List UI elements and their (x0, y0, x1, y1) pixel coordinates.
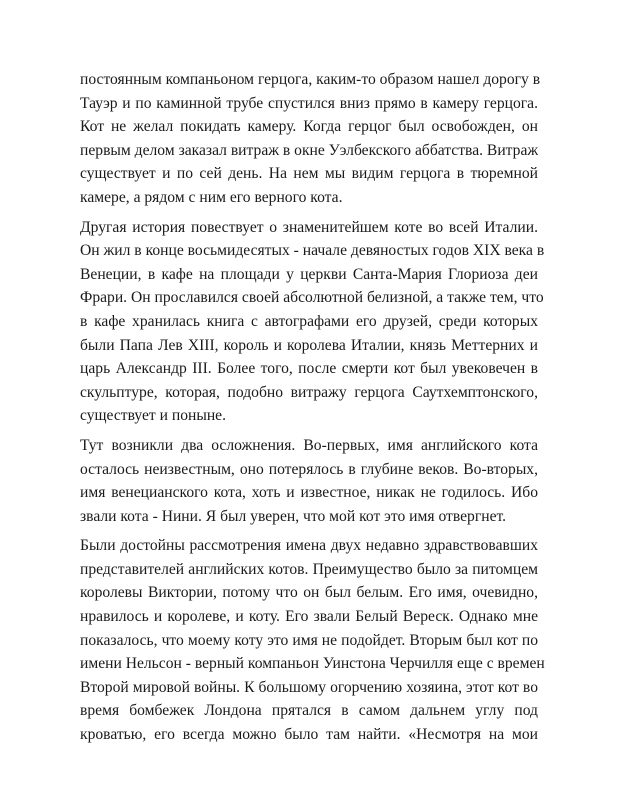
text-line: были Папа Лев XIII, король и королева Италии, князь Меттерних и (80, 336, 538, 354)
text-line: Фрари. Он прославился своей абсолютной белизной, а также тем, что (80, 289, 544, 307)
text-line: имени Нельсон - верный компаньон Уинстона Черчилля еще с времен (80, 655, 545, 673)
text-line: Были достойны рассмотрения имена двух недавно здравствовавших (80, 537, 538, 555)
text-line: нравилось и королеве, и коту. Его звали Белый Вереск. Однако мне (80, 608, 538, 626)
text-line: постоянным компаньоном герцога, каким-то образом нашел дорогу в (80, 71, 541, 88)
text-line: королевы Виктории, потому что он был белым. Его имя, очевидно, (80, 584, 538, 602)
text-line: Второй мировой войны. К большому огорчению хозяина, этот кот во (80, 678, 538, 696)
text-body (80, 68, 545, 753)
text-line: скульптуре, которая, подобно витражу герцога Саутхемптонского, (80, 383, 538, 401)
text-line: время бомбежек Лондона прятался в самом дальнем углу под (80, 702, 538, 720)
text-line: Другая история повествует о знаменитейшем коте во всей Италии. (80, 218, 538, 236)
text-line: существует и поныне. (80, 407, 226, 425)
text-line: царь Александр III. Более того, после смерти кот был увековечен в (80, 360, 538, 378)
paragraph-1 (80, 68, 541, 210)
paragraph-4 (80, 534, 545, 746)
text-line: Тут возникли два осложнения. Во-первых, имя английского кота (80, 436, 538, 454)
text-line: осталось неизвестным, оно потерялось в глубине веков. Во-вторых, (80, 460, 538, 478)
text-line: камере, а рядом с ним его верного кота. (80, 188, 343, 206)
text-line: Тауэр и по каминной трубе спустился вниз прямо в камеру герцога. (80, 94, 538, 112)
text-line: первым делом заказал витраж в окне Уэлбекского аббатства. Витраж (80, 141, 539, 159)
text-line: существует и по сей день. На нем мы видим герцога в тюремной (80, 165, 538, 183)
text-line: звали кота - Нини. Я был уверен, что мой кот это имя отвергнет. (80, 507, 507, 525)
text-line: Кот не желал покидать камеру. Когда герцог был освобожден, он (80, 118, 538, 136)
text-line: кроватью, его всегда можно было там найти. «Несмотря на мои (80, 726, 538, 744)
text-line: Венеции, в кафе на площади у церкви Санта-Мария Глориоза деи (80, 265, 538, 283)
text-line: имя венецианского кота, хоть и известное, никак не годилось. Ибо (80, 484, 538, 502)
paragraph-2 (80, 216, 545, 428)
text-line: Он жил в конце восьмидесятых - начале девяностых годов XIX века в (80, 242, 545, 260)
paragraph-3 (80, 434, 538, 528)
text-line: в кафе хранилась книга с автографами его друзей, среди которых (80, 312, 538, 330)
text-line: представителей английских котов. Преимущество было за питомцем (80, 560, 538, 578)
text-line: показалось, что моему коту это имя не подойдет. Вторым был кот по (80, 631, 538, 649)
